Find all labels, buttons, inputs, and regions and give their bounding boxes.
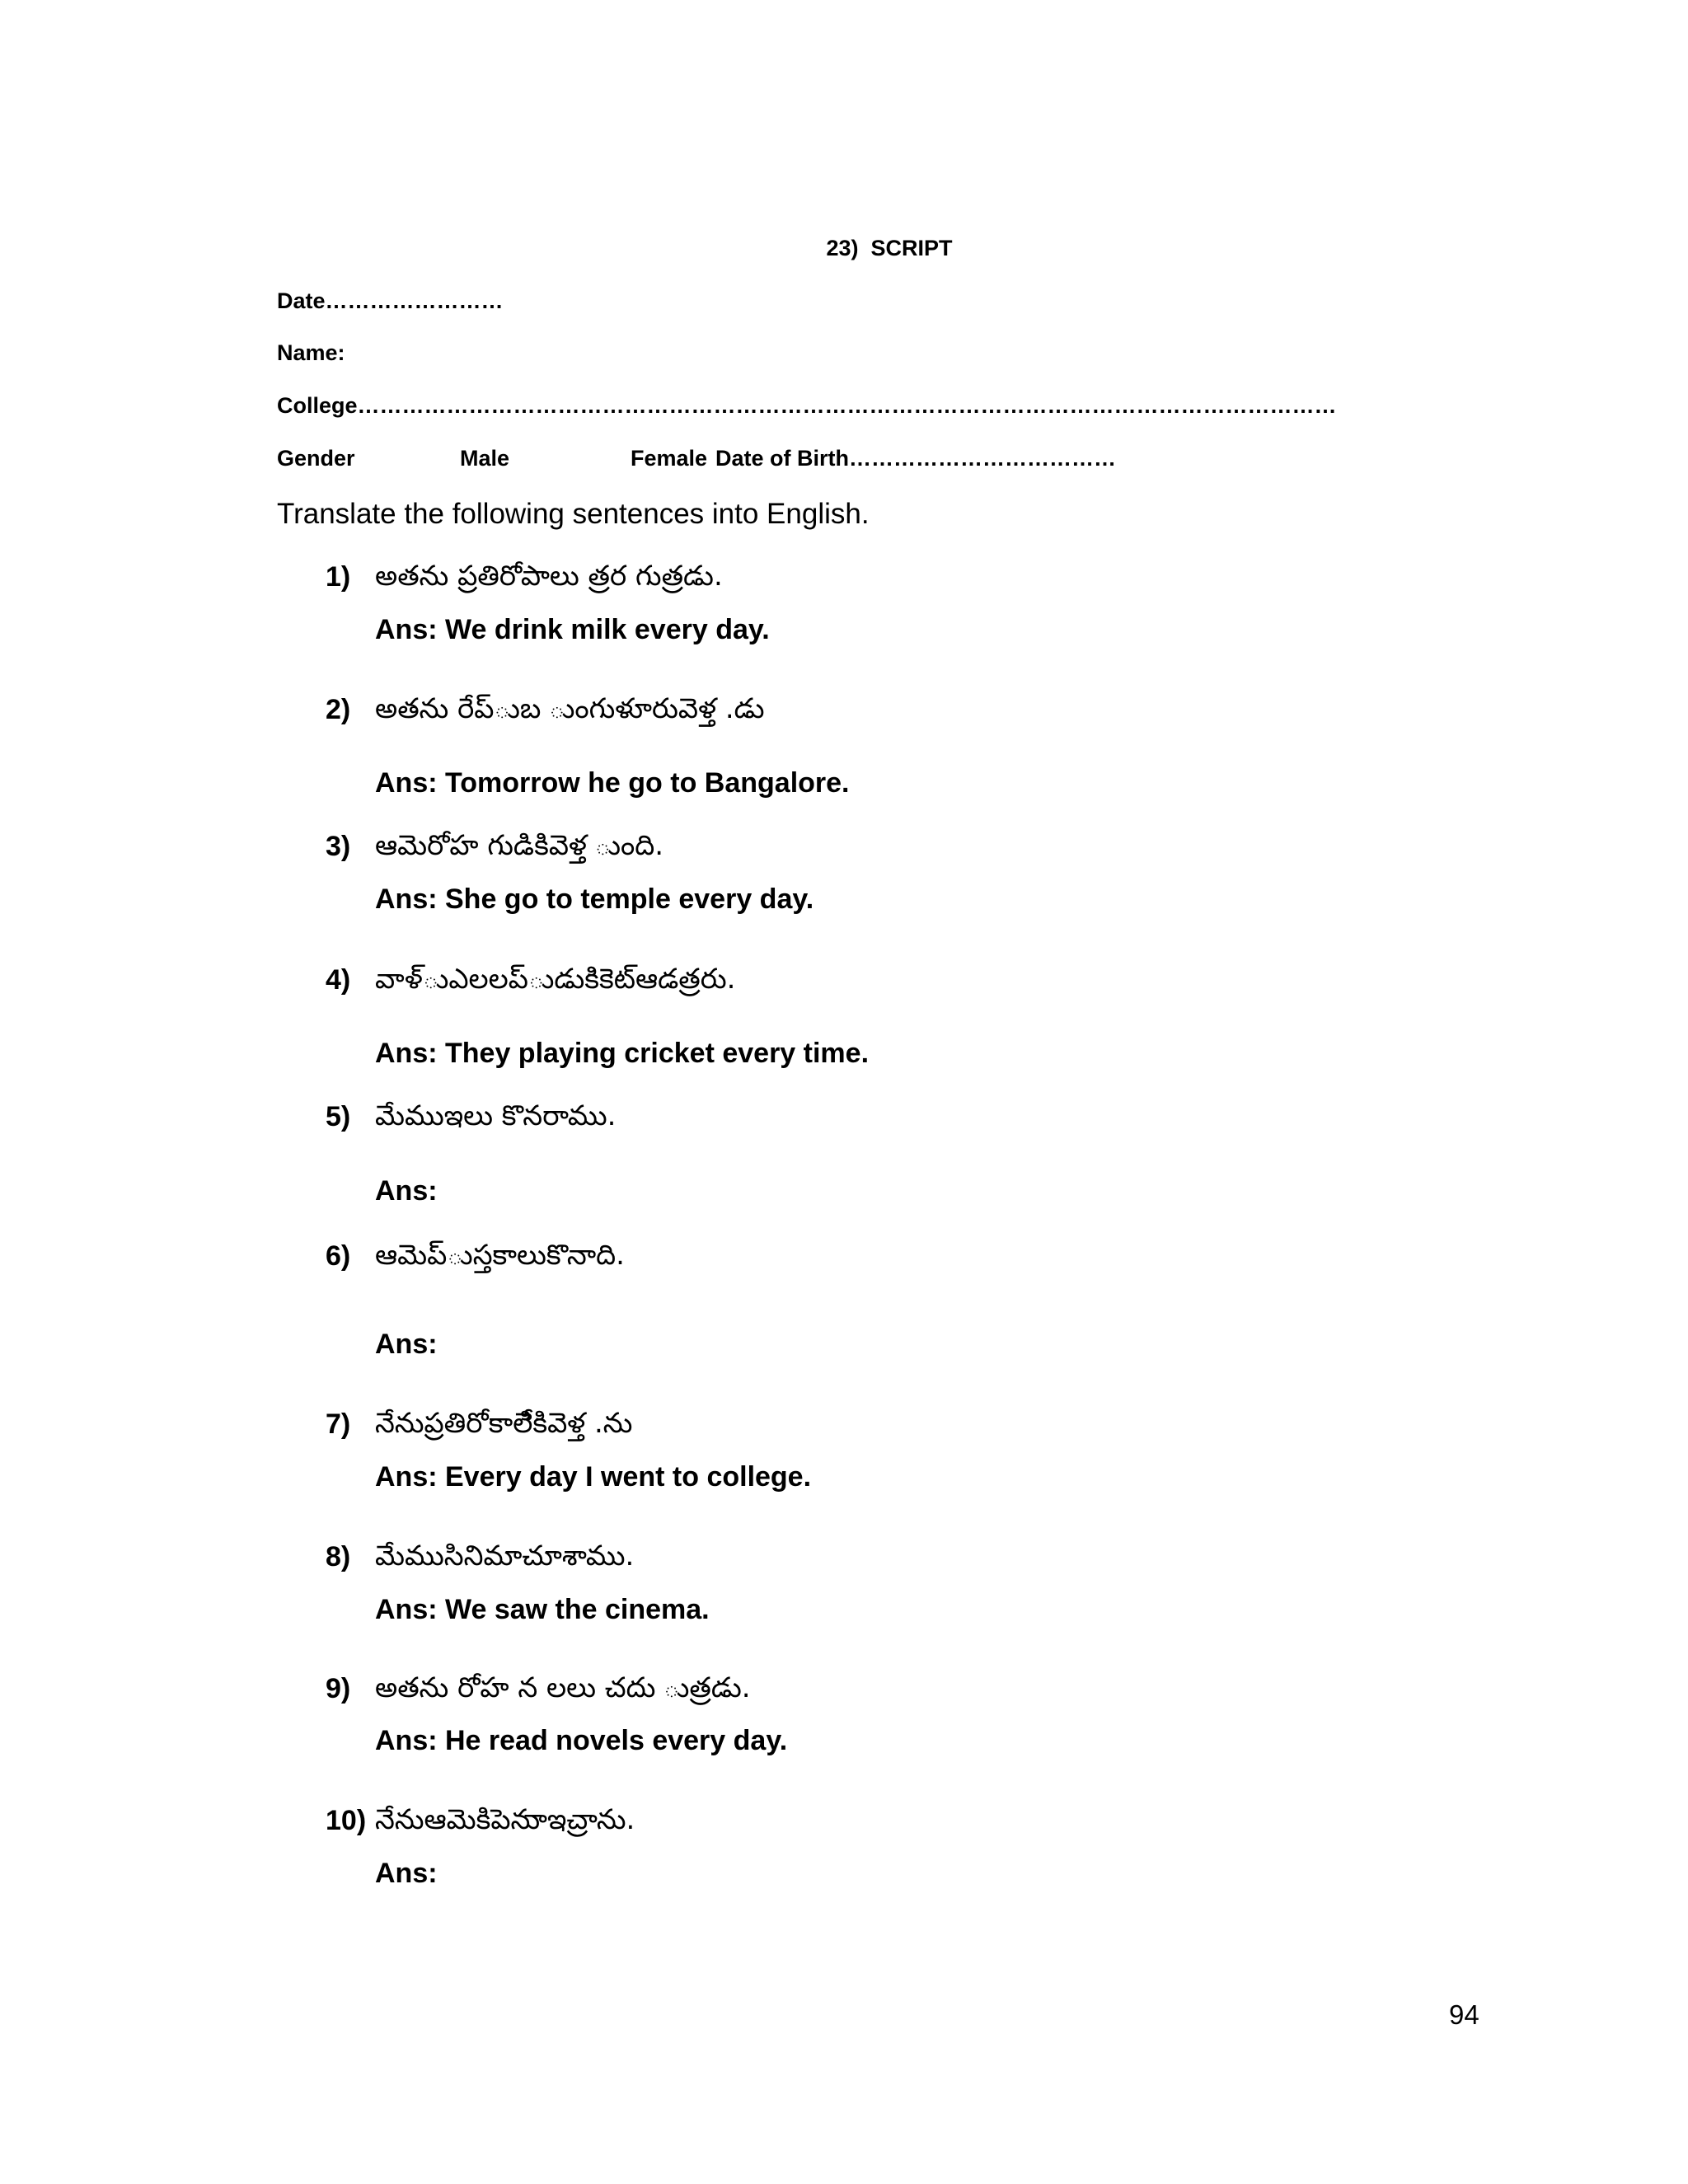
name-field-label: Name:	[277, 340, 345, 365]
answer-text: Ans:	[375, 1329, 438, 1360]
male-option-label: Male	[460, 446, 510, 471]
telugu-sentence: నేనుఆమెకిపెనుాఇచ్రాను.	[375, 1803, 635, 1836]
college-field-label: College……………………………………………………………………………………………………………………	[277, 393, 1337, 418]
question-number: 5)	[326, 1101, 351, 1132]
answer-text: Ans: They playing cricket every time.	[375, 1038, 870, 1069]
question-number: 10)	[326, 1805, 367, 1836]
answer-text: Ans:	[375, 1175, 438, 1207]
question-number: 7)	[326, 1408, 351, 1440]
question-number: 9)	[326, 1673, 351, 1704]
date-of-birth-label: Date of Birth………………………………	[715, 446, 1116, 471]
answer-text: Ans: We drink milk every day.	[375, 614, 770, 645]
telugu-sentence: నేనుప్రతిరోకాలేికివెళ్త .ను	[375, 1407, 633, 1440]
telugu-sentence: అతను ప్రతిరోపాలు త్రర గుత్రడు.	[375, 560, 723, 593]
gender-label: Gender	[277, 446, 355, 471]
answer-text: Ans: We saw the cinema.	[375, 1594, 710, 1625]
question-number: 2)	[326, 694, 351, 725]
date-field-label: Date……………………	[277, 288, 504, 313]
telugu-sentence: అతను రేప్ుబ ుంగుళూరువెళ్త .డు	[375, 692, 765, 725]
answer-text: Ans: Every day I went to college.	[375, 1461, 812, 1493]
page-title: 23) SCRIPT	[826, 236, 953, 260]
telugu-sentence: వాళ్ుఎలలప్ుడుకిికెట్ఆడత్రరు.	[375, 963, 736, 996]
answer-text: Ans: She go to temple every day.	[375, 883, 814, 915]
question-number: 3)	[326, 831, 351, 862]
telugu-sentence: ఆమెరోహ గుడికివెళ్త ుంది.	[375, 829, 664, 862]
question-number: 4)	[326, 964, 351, 996]
telugu-sentence: మేముఇలు కొనరాము.	[375, 1099, 617, 1132]
female-option-label: Female	[631, 446, 708, 471]
telugu-sentence: ఆమెప్ుస్తకాలుకొనాది.	[375, 1239, 625, 1272]
question-number: 1)	[326, 561, 351, 593]
question-number: 6)	[326, 1240, 351, 1272]
telugu-sentence: మేముసినిమాచూశాము.	[375, 1540, 635, 1572]
answer-text: Ans: He read novels every day.	[375, 1725, 788, 1756]
answer-text: Ans:	[375, 1858, 438, 1889]
instruction-text: Translate the following sentences into English.	[277, 498, 870, 530]
telugu-sentence: అతను రోహ న లలు చదు ుత్రడు.	[375, 1671, 751, 1704]
answer-text: Ans: Tomorrow he go to Bangalore.	[375, 767, 850, 799]
page-number: 94	[1449, 1999, 1479, 2030]
question-number: 8)	[326, 1541, 351, 1572]
